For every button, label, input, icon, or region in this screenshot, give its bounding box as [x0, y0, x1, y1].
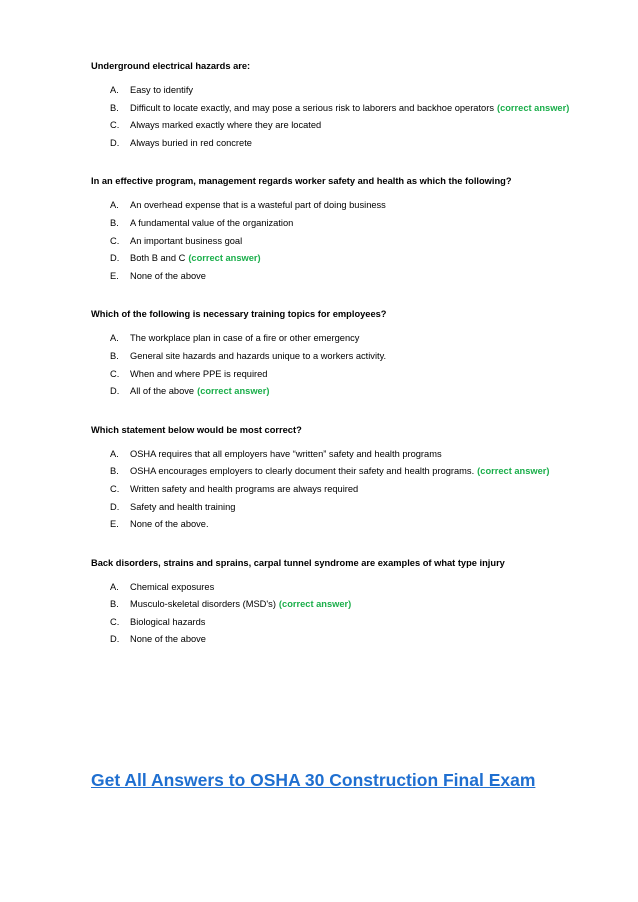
question-block: [91, 60, 611, 152]
answer-option: [91, 383, 611, 401]
option-text: Easy to identify: [130, 85, 194, 95]
correct-answer-marker: (correct answer): [477, 466, 550, 477]
option-letter: B.: [110, 466, 119, 477]
option-letter: E.: [110, 270, 119, 281]
answer-option: [91, 82, 611, 100]
answer-option: [91, 446, 611, 464]
option-letter: C.: [110, 235, 120, 246]
answer-options: [91, 197, 611, 285]
option-text: An overhead expense that is a wasteful part of doing business: [130, 200, 386, 211]
question-text: Which statement below would be most correct?: [91, 424, 302, 435]
option-letter: E.: [110, 519, 119, 530]
option-text: None of the above: [130, 634, 206, 645]
correct-answer-marker: (correct answer): [188, 253, 261, 264]
option-text: None of the above.: [130, 519, 209, 530]
answer-option: [91, 330, 611, 348]
answer-option: [91, 250, 611, 268]
option-letter: B.: [110, 217, 119, 228]
question-block: [91, 557, 611, 649]
option-letter: D.: [110, 137, 120, 148]
question-text: Back disorders, strains and sprains, carpal tunnel syndrome are examples of what type injury: [91, 557, 505, 568]
option-text: Safety and health training: [130, 501, 236, 512]
option-letter: D.: [110, 386, 120, 397]
option-letter: D.: [110, 501, 120, 512]
answer-option: [91, 268, 611, 286]
option-letter: A.: [110, 448, 119, 459]
option-text: Written safety and health programs are always required: [130, 483, 359, 494]
option-letter: C.: [110, 120, 120, 131]
question-text: In an effective program, management regards worker safety and health as which the following?: [91, 176, 512, 187]
answer-option: [91, 366, 611, 384]
option-letter: B.: [110, 102, 119, 113]
question-block: [91, 175, 611, 285]
option-letter: A.: [110, 85, 119, 95]
answer-options: [91, 330, 611, 400]
answer-options: [91, 579, 611, 649]
answer-option: [91, 631, 611, 649]
option-letter: B.: [110, 599, 119, 610]
option-text: None of the above: [130, 270, 206, 281]
answer-option: [91, 614, 611, 632]
correct-answer-marker: (correct answer): [278, 599, 352, 610]
answer-options: [91, 82, 611, 152]
answer-option: [91, 100, 611, 118]
answer-option: [91, 481, 611, 499]
answer-option: [91, 516, 611, 534]
option-letter: B.: [110, 350, 119, 361]
option-letter: C.: [110, 483, 120, 494]
answer-option: [91, 463, 611, 481]
option-text: All of the above: [130, 386, 195, 397]
option-text: An important business goal: [130, 235, 243, 246]
option-text: When and where PPE is required: [130, 368, 268, 379]
answer-option: [91, 579, 611, 597]
option-letter: A.: [110, 581, 119, 592]
question-list: [91, 60, 611, 672]
option-letter: C.: [110, 368, 120, 379]
answer-option: [91, 197, 611, 215]
option-text: Biological hazards: [130, 616, 206, 627]
answer-option: [91, 233, 611, 251]
option-letter: D.: [110, 634, 120, 645]
answer-option: [91, 499, 611, 517]
option-letter: C.: [110, 616, 120, 627]
answer-option: [91, 596, 611, 614]
option-letter: A.: [110, 200, 119, 211]
answer-option: [91, 348, 611, 366]
get-all-answers-link[interactable]: Get All Answers to OSHA 30 Construction Final Exam: [91, 770, 536, 790]
answer-option: [91, 117, 611, 135]
option-text: Always marked exactly where they are located: [130, 120, 322, 131]
answer-option: [91, 135, 611, 153]
correct-answer-marker: (correct answer): [496, 102, 570, 113]
option-text: Difficult to locate exactly, and may pose a serious risk to laborers and backhoe operators: [130, 102, 494, 113]
question-text: Which of the following is necessary training topics for employees?: [91, 309, 387, 320]
option-text: OSHA encourages employers to clearly document their safety and health programs.: [130, 466, 475, 477]
option-text: The workplace plan in case of a fire or other emergency: [130, 333, 360, 344]
option-text: Always buried in red concrete: [130, 137, 252, 148]
option-letter: D.: [110, 253, 120, 264]
correct-answer-marker: (correct answer): [197, 386, 270, 397]
option-text: General site hazards and hazards unique to a workers activity.: [130, 350, 387, 361]
answer-options: [91, 446, 611, 534]
option-text: OSHA requires that all employers have “written” safety and health programs: [130, 448, 442, 459]
option-text: A fundamental value of the organization: [130, 217, 294, 228]
answer-option: [91, 215, 611, 233]
option-letter: A.: [110, 333, 119, 344]
question-block: [91, 308, 611, 400]
option-text: Both B and C: [130, 253, 186, 264]
question-text: Underground electrical hazards are:: [91, 61, 251, 71]
option-text: Chemical exposures: [130, 581, 215, 592]
option-text: Musculo-skeletal disorders (MSD's): [130, 599, 276, 610]
question-block: [91, 424, 611, 534]
